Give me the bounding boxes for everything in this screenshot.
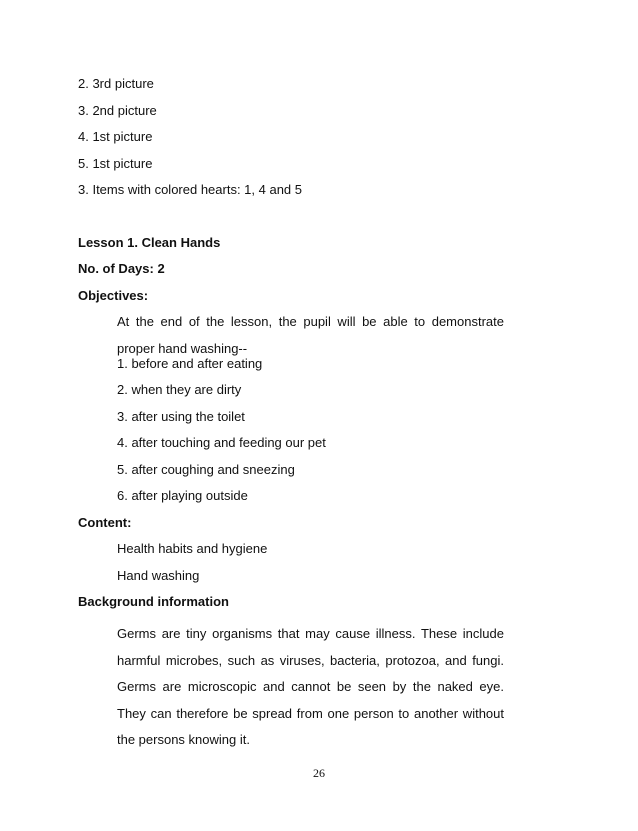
page-number: 26 <box>313 766 325 780</box>
answer-item: 4. 1st picture <box>78 129 153 144</box>
objectives-intro <box>78 309 504 362</box>
background-heading: Background information <box>78 594 229 609</box>
objective-item: 5. after coughing and sneezing <box>117 462 295 477</box>
objectives-intro-text: At the end of the lesson, the pupil will be able to demonstrate proper hand washing-- <box>117 314 504 356</box>
content-item: Health habits and hygiene <box>117 541 268 556</box>
objective-item: 3. after using the toilet <box>117 409 245 424</box>
answer-item: 3. 2nd picture <box>78 103 157 118</box>
content-heading: Content: <box>78 515 132 530</box>
objective-item: 6. after playing outside <box>117 488 248 503</box>
objectives-heading: Objectives: <box>78 288 149 303</box>
lesson-days: No. of Days: 2 <box>78 261 165 276</box>
objective-item: 4. after touching and feeding our pet <box>117 435 326 450</box>
answer-item: 5. 1st picture <box>78 156 153 171</box>
lesson-title: Lesson 1. Clean Hands <box>78 235 221 250</box>
background-paragraph <box>78 621 504 754</box>
objective-item: 2. when they are dirty <box>117 382 242 397</box>
objective-item: 1. before and after eating <box>117 356 263 371</box>
background-text: Germs are tiny organisms that may cause illness. These include harmful microbes, such as viruses, bacteria, protozoa, and fungi. Germs are microscopic and cannot be seen by the naked eye. They can therefore be spread from one person to another without the persons knowing it. <box>117 626 504 747</box>
answer-item: 2. 3rd picture <box>78 76 154 91</box>
content-item: Hand washing <box>117 568 200 583</box>
answer-item: 3. Items with colored hearts: 1, 4 and 5 <box>78 182 303 197</box>
